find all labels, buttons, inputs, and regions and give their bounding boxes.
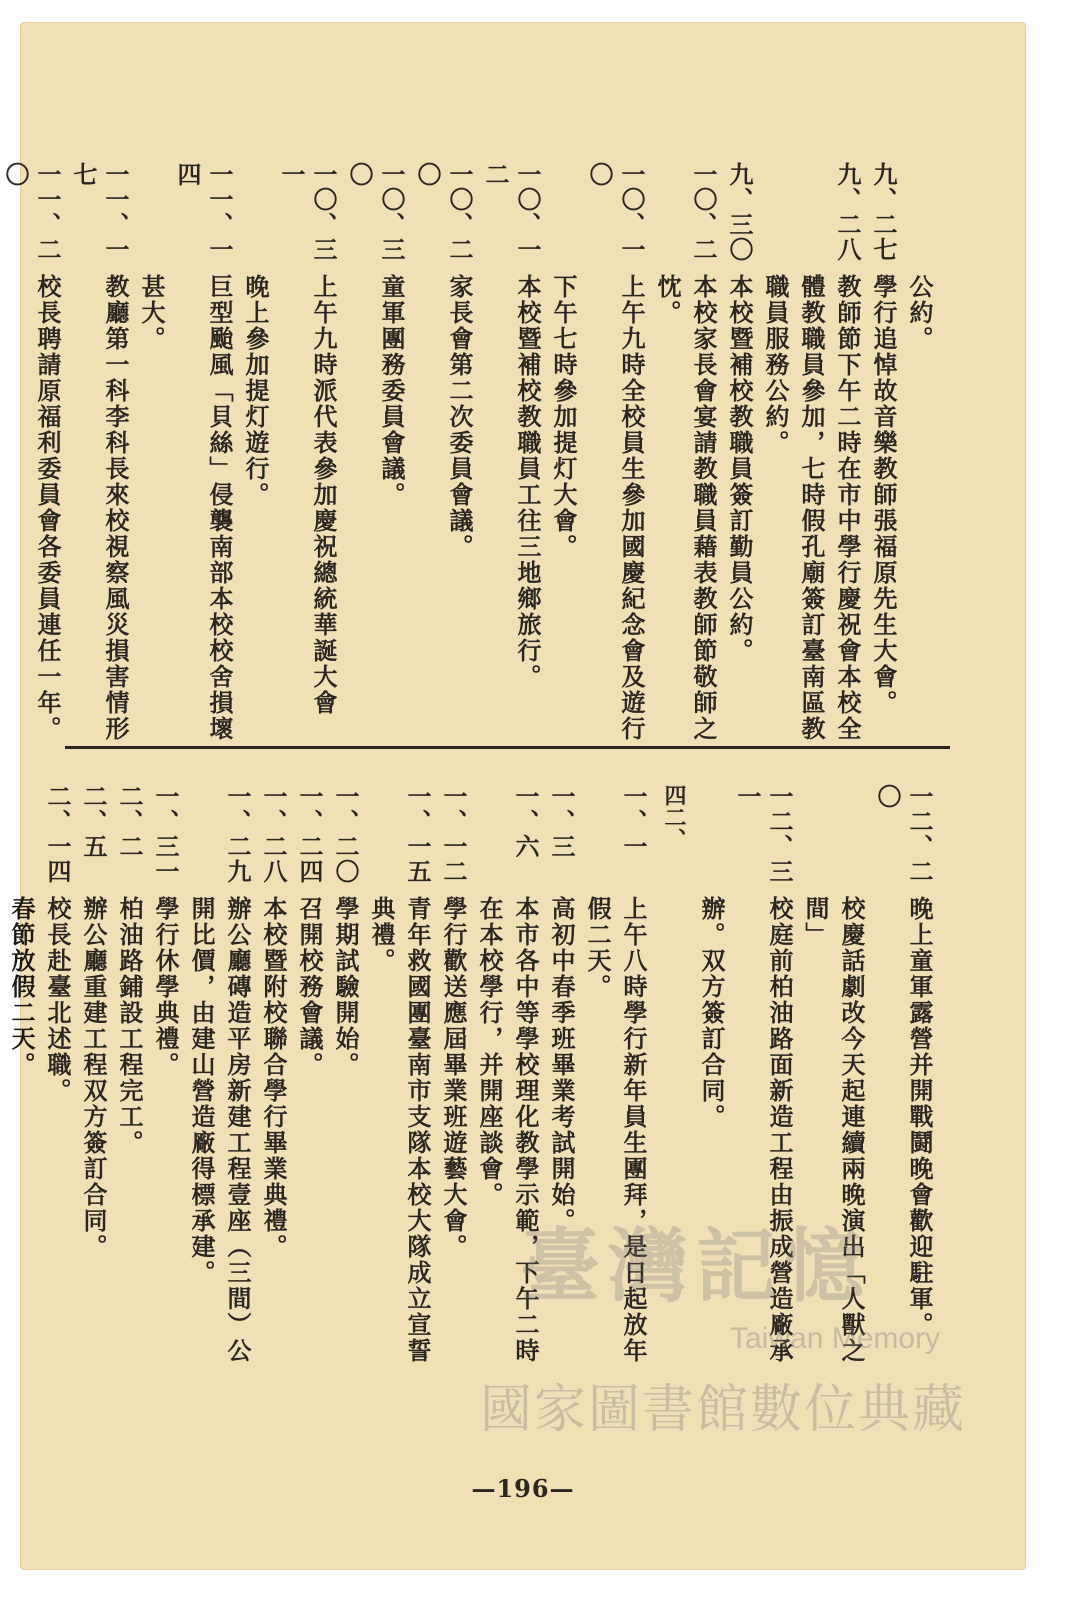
entry-date: 一、六 <box>511 784 540 859</box>
entry-text: 晚上參加提灯遊行。 <box>241 274 270 508</box>
chronicle-entry <box>0 162 63 752</box>
bottom-half-column-text <box>7 784 935 1474</box>
entry-text: 校慶話劇改今天起連續兩晚演出「人獸之 <box>837 896 866 1364</box>
chronicle-entry <box>581 784 613 1474</box>
entry-date <box>5 784 37 896</box>
entry-date <box>135 162 167 274</box>
entry-date <box>239 162 271 274</box>
entry-date: 一、三 <box>547 784 576 859</box>
entry-text: 本市各中等學校理化教學示範，下午二時 <box>511 896 540 1364</box>
entry-text: 柏油路鋪設工程完工。 <box>115 896 144 1156</box>
chronicle-entry <box>871 784 935 1474</box>
entry-text: 職員服務公約。 <box>761 274 790 456</box>
entry-date: 一〇、三一 <box>277 162 338 262</box>
entry-date: 一〇、二〇 <box>413 162 474 262</box>
entry-text: 本校暨附校聯合學行畢業典禮。 <box>259 896 288 1260</box>
entry-text: 開比價，由建山營造廠得標承建。 <box>187 896 216 1286</box>
entry-date: 一一、二〇 <box>1 162 62 262</box>
chronicle-entry <box>275 162 339 752</box>
entry-text: 學行歡送應屆畢業班遊藝大會。 <box>439 896 468 1260</box>
entry-text: 學行追悼故音樂教師張福原先生大會。 <box>869 274 898 716</box>
chronicle-entry <box>5 784 37 1474</box>
chronicle-entry <box>149 784 181 1474</box>
watermark-english-text: Taiwan Memory <box>730 1322 941 1355</box>
entry-date <box>185 784 217 896</box>
entry-text: 間」 <box>801 896 830 948</box>
entry-date: 九、三〇 <box>725 162 754 262</box>
entry-text: 召開校務會議。 <box>295 896 324 1078</box>
entry-date <box>581 784 613 896</box>
chronicle-entry <box>135 162 167 752</box>
entry-date: 九、二七 <box>869 162 898 262</box>
section-divider <box>65 746 950 749</box>
chronicle-entry <box>759 162 791 752</box>
chronicle-entry <box>343 162 407 752</box>
chronicle-entry <box>411 162 475 752</box>
entry-date <box>547 162 579 274</box>
entry-date: 一一、一七 <box>69 162 130 262</box>
chronicle-entry <box>365 784 397 1474</box>
entry-text: 校長赴臺北述職。 <box>43 896 72 1104</box>
entry-text: 公約。 <box>905 274 934 352</box>
entry-date <box>651 162 683 274</box>
chronicle-entry <box>293 784 325 1474</box>
entry-date: 二、二 <box>115 784 144 859</box>
entry-text: 學期試驗開始。 <box>331 896 360 1078</box>
entry-date: 一〇、二 <box>689 162 718 262</box>
chronicle-entry <box>77 784 109 1474</box>
page-number: —196— <box>471 1474 575 1503</box>
entry-date <box>695 784 727 896</box>
chronicle-entry <box>329 784 361 1474</box>
chronicle-entry <box>185 784 217 1474</box>
chronicle-entry <box>257 784 289 1474</box>
chronicle-entry <box>723 162 755 752</box>
chronicle-entry <box>547 162 579 752</box>
chronicle-entry <box>401 784 433 1474</box>
entry-date <box>473 784 505 896</box>
entry-date <box>365 784 397 896</box>
entry-text: 上午九時全校員生參加國慶紀念會及遊行 <box>617 274 646 742</box>
entry-date: 一二、二〇 <box>873 784 934 884</box>
entry-date: 一〇、一二 <box>481 162 542 262</box>
entry-text: 教廳第一科李科長來校視察風災損害情形 <box>101 274 130 742</box>
watermark-agency-text: 國家圖書館數位典藏 <box>480 1380 967 1440</box>
entry-date <box>759 162 791 274</box>
entry-date: 一、一二 <box>439 784 468 884</box>
chronicle-entry <box>835 784 867 1474</box>
entry-text: 學行休學典禮。 <box>151 896 180 1078</box>
chronicle-entry <box>67 162 131 752</box>
chronicle-entry <box>795 162 827 752</box>
entry-date <box>903 162 935 274</box>
entry-text: 辦公廳磚造平房新建工程壹座（三間）公 <box>223 896 252 1364</box>
entry-text: 晚上童軍露營并開戰鬪晚會歡迎駐軍。 <box>905 896 934 1338</box>
entry-text: 校長聘請原福利委員會各委員連任一年。 <box>33 274 62 742</box>
chronicle-entry <box>221 784 253 1474</box>
entry-date <box>835 784 867 896</box>
entry-date: 二、一四 <box>43 784 72 884</box>
entry-text: 巨型颱風「貝絲」侵襲南部本校校舍損壞 <box>205 274 234 742</box>
entry-text: 家長會第二次委員會議。 <box>445 274 474 560</box>
chronicle-entry <box>437 784 469 1474</box>
entry-date <box>799 784 831 896</box>
entry-text: 本校家長會宴請教職員藉表教師節敬師之 <box>689 274 718 742</box>
entry-date: 一、一五 <box>403 784 432 884</box>
entry-date: 一、一 <box>619 784 648 859</box>
entry-date: 一〇、一〇 <box>585 162 646 262</box>
chronicle-entry <box>41 784 73 1474</box>
entry-date: 九、二八 <box>833 162 862 262</box>
entry-text: 忱。 <box>653 274 682 326</box>
year-section-label: 四二、 <box>661 784 687 850</box>
entry-date: 一一、一四 <box>173 162 234 262</box>
chronicle-entry <box>687 162 719 752</box>
entry-text: 辦。双方簽訂合同。 <box>697 896 726 1130</box>
entry-date: 一、二〇 <box>331 784 360 884</box>
chronicle-entry <box>651 162 683 752</box>
chronicle-entry <box>113 784 145 1474</box>
entry-text: 本校暨補校教職員工往三地鄉旅行。 <box>513 274 542 690</box>
chronicle-entry <box>473 784 505 1474</box>
document-page <box>1 22 1026 1570</box>
chronicle-entry <box>731 784 795 1474</box>
entry-text: 在本校學行，并開座談會。 <box>475 896 504 1208</box>
entry-text: 春節放假二天。 <box>7 896 36 1078</box>
entry-text: 本校暨補校教職員簽訂勤員公約。 <box>725 274 754 664</box>
entry-text: 上午八時學行新年員生團拜，是日起放年 <box>619 896 648 1364</box>
entry-text: 假二天。 <box>583 896 612 1000</box>
entry-text: 教師節下午二時在市中學行慶祝會本校全 <box>833 274 862 742</box>
entry-text: 甚大。 <box>137 274 166 352</box>
chronicle-entry <box>799 784 831 1474</box>
entry-text: 體教職員參加，七時假孔廟簽訂臺南區教 <box>797 274 826 742</box>
chronicle-entry <box>617 784 649 1474</box>
entry-date: 一、二九 <box>223 784 252 884</box>
chronicle-entry <box>831 162 863 752</box>
entry-date: 二、五 <box>79 784 108 859</box>
entry-text: 高初中春季班畢業考試開始。 <box>547 896 576 1234</box>
entry-date: 一〇、三〇 <box>345 162 406 262</box>
top-half-column-text <box>1 162 935 752</box>
entry-text: 典禮。 <box>367 896 396 974</box>
entry-text: 上午九時派代表參加慶祝總統華誕大會 <box>309 274 338 716</box>
entry-text: 童軍團務委員會議。 <box>377 274 406 508</box>
chronicle-entry <box>509 784 541 1474</box>
chronicle-entry <box>695 784 727 1474</box>
chronicle-entry <box>903 162 935 752</box>
chronicle-entry <box>479 162 543 752</box>
chronicle-entry <box>867 162 899 752</box>
entry-text: 校庭前柏油路面新造工程由振成營造廠承 <box>765 896 794 1364</box>
entry-text: 青年救國團臺南市支隊本校大隊成立宣誓 <box>403 896 432 1364</box>
entry-date: 一、二四 <box>295 784 324 884</box>
entry-date <box>795 162 827 274</box>
chronicle-entry <box>545 784 577 1474</box>
watermark-script-text: 臺灣記憶 <box>520 1219 872 1313</box>
entry-text: 下午七時參加提灯大會。 <box>549 274 578 560</box>
chronicle-entry <box>171 162 235 752</box>
chronicle-entry <box>583 162 647 752</box>
entry-date: 一、三一 <box>151 784 180 884</box>
chronicle-entry <box>239 162 271 752</box>
entry-text: 辦公廳重建工程双方簽訂合同。 <box>79 896 108 1260</box>
entry-date: 一、二八 <box>259 784 288 884</box>
entry-date: 一二、三一 <box>733 784 794 884</box>
